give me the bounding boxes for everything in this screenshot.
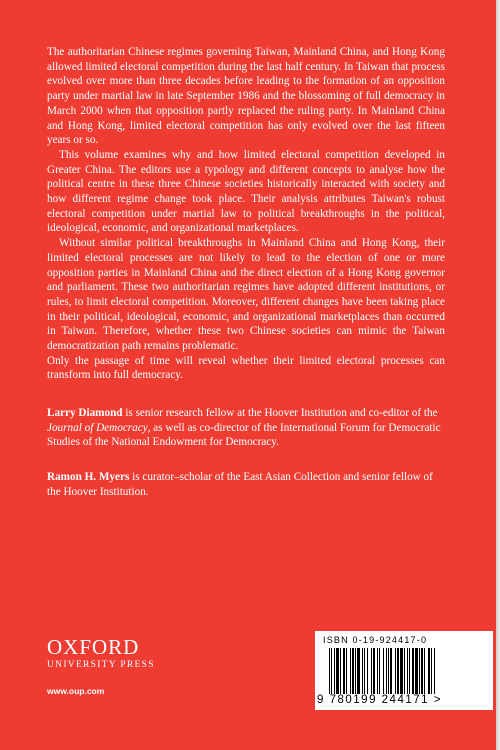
barcode-icon bbox=[329, 648, 481, 694]
page-edge bbox=[496, 0, 500, 750]
blurb-paragraph-4: Only the passage of time will reveal whether their limited electoral processes can transform into full democracy. bbox=[47, 354, 445, 382]
author-name-diamond: Larry Diamond bbox=[47, 407, 123, 419]
barcode-digits: 9 780199 244171 > bbox=[317, 694, 442, 706]
author-bio-text-a: is senior research fellow at the Hoover Institution and co-editor of the bbox=[122, 407, 438, 419]
publisher-subtitle: UNIVERSITY PRESS bbox=[47, 660, 155, 670]
blurb-paragraph-1: The authoritarian Chinese regimes governing Taiwan, Mainland China, and Hong Kong allowed limited electoral competition during the last half century. In Taiwan that process evolved over more than three decades before leading to the formation of an opposition party under martial law in late September 1986 and the blossoming of full democracy in March 2000 when that opposition partly replaced the ruling party. In Mainland China and Hong Kong, limited electoral competition has only evolved over the last fifteen years or so. bbox=[47, 46, 445, 147]
author-bio-text: is curator–scholar of the East Asian Collection and senior fellow of the Hoover Institution. bbox=[47, 471, 433, 498]
author-bio-diamond bbox=[47, 406, 445, 450]
isbn-label: ISBN 0-19-924417-0 bbox=[323, 635, 428, 645]
journal-title: Journal of Democracy bbox=[47, 421, 148, 434]
blurb-text bbox=[47, 45, 445, 383]
barcode-box bbox=[315, 631, 493, 710]
publisher-name: OXFORD bbox=[47, 635, 140, 659]
blurb-paragraph-2: This volume examines why and how limited electoral competition developed in Greater China. The editors use a typology and different concepts to analyse how the political centre in these three Chinese societies historically interacted with society and how different regime change took place. Their analysis attributes Taiwan's robust electoral competition under martial law to political breakthroughs in the political, ideological, economic, and organizational marketplaces. bbox=[47, 148, 445, 235]
author-bio-text-b: , as well as co-director of the International Forum for Democratic Studies of the National Endowment for Democracy. bbox=[47, 421, 441, 449]
author-name-myers: Ramon H. Myers bbox=[47, 471, 130, 483]
blurb-paragraph-3: Without similar political breakthroughs in Mainland China and Hong Kong, their limited electoral processes are not likely to lead to the election of one or more opposition parties in Mainland China and the direct election of a Hong Kong governor and parliament. These two authoritarian regimes have adopted different institutions, or rules, to limit electoral competition. Moreover, different changes have been taking place in their political, ideological, economic, and organizational marketplaces than occurred in Taiwan. Therefore, whether these two Chinese societies can mimic the Taiwan democratization path remains problematic. bbox=[47, 237, 445, 353]
publisher-url: www.oup.com bbox=[47, 686, 105, 696]
publisher-logo bbox=[47, 636, 207, 671]
author-bio-myers bbox=[47, 470, 445, 499]
